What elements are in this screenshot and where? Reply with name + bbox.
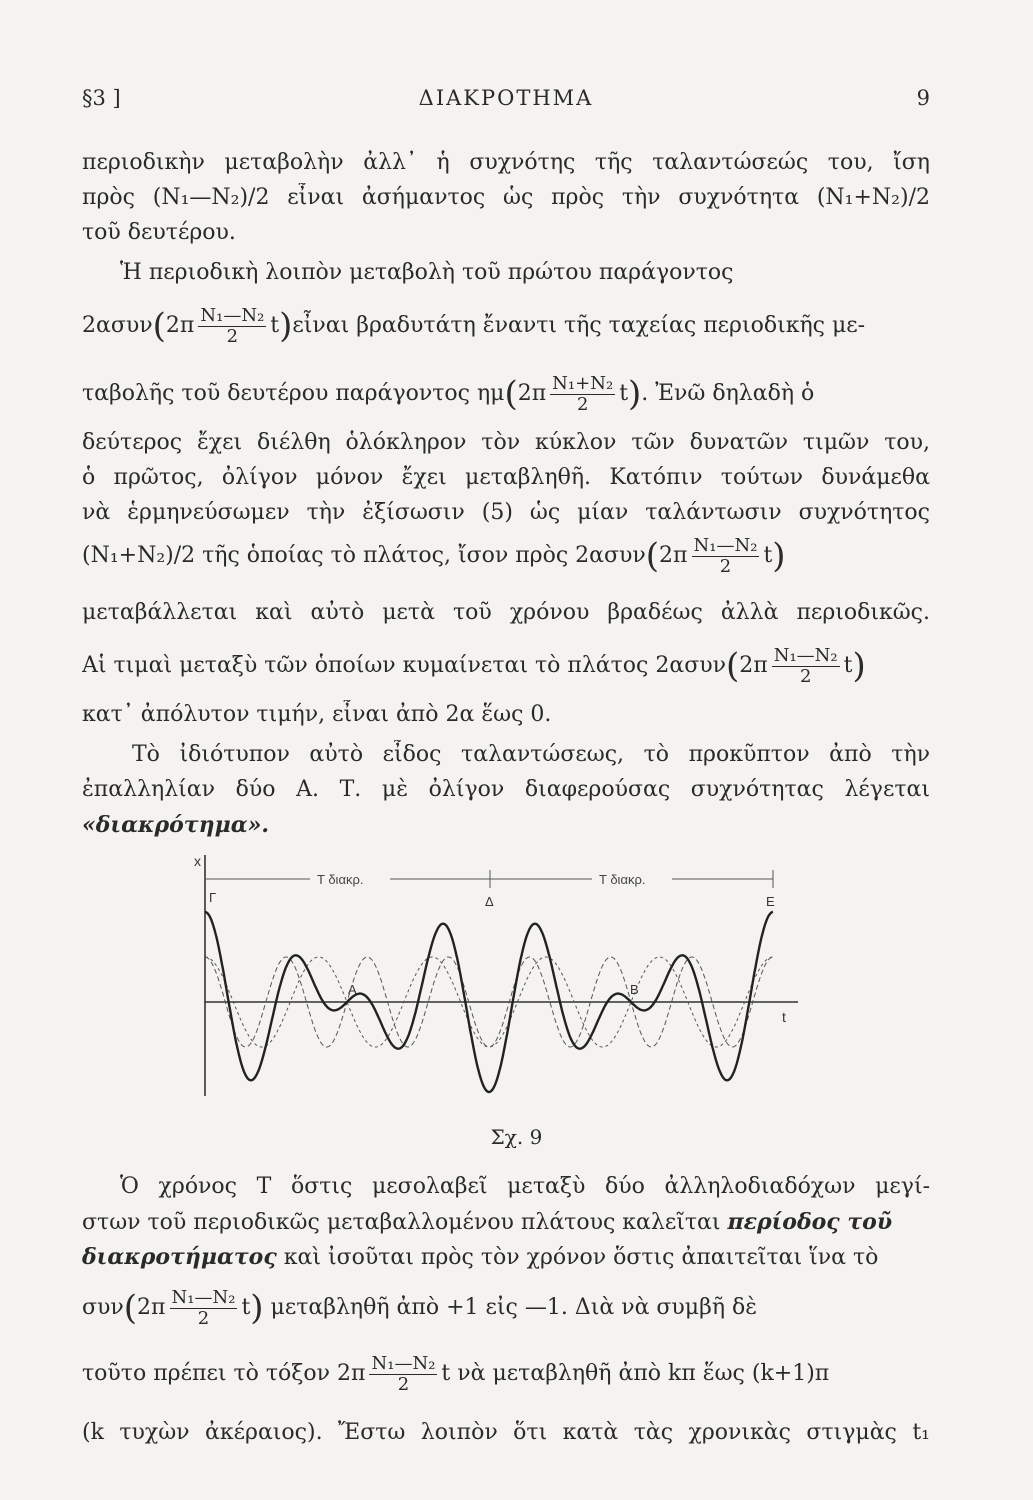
fraction-numerator: N₁—N₂	[693, 534, 758, 556]
fraction	[198, 306, 266, 347]
text-line: τοῦ δευτέρου.	[82, 220, 236, 245]
formula-line: ταβολῆς τοῦ δευτέρου παράγοντος ημ(2π $\frac{\text{N₁+N₂}}{2}$ t). Ἐνῶ δηλαδὴ ὁ	[82, 372, 815, 415]
text-run: t νὰ μεταβληθῆ ἀπὸ kπ ἕως (k+1)π	[441, 1361, 830, 1386]
formula-line	[82, 1348, 930, 1400]
formula-text: t	[763, 543, 773, 568]
text-line: ἐπαλληλίαν δύο Α. Τ. μὲ ὀλίγον διαφερούσας συχνότητας λέγεται	[82, 777, 930, 802]
fraction-denominator: 2	[226, 325, 239, 347]
point-gamma-label: Γ	[209, 890, 217, 905]
fraction-numerator: N₁—N₂	[200, 304, 265, 326]
page-number: 9	[916, 86, 930, 110]
formula-text: 2π	[739, 653, 768, 678]
formula-text: 2π	[517, 381, 547, 406]
formula-line: Αἱ τιμαὶ μεταξὺ τῶν ὁποίων κυμαίνεται τὸ πλάτος 2ασυν(2π $\frac{\text{N₁—N₂}}{2}$ t)	[82, 644, 866, 687]
formula-text: 2π	[137, 1295, 166, 1320]
running-header	[82, 86, 930, 116]
formula-text: 2π	[659, 543, 688, 568]
text-line: δεύτερος ἔχει διέλθη ὁλόκληρον τὸν κύκλον τῶν δυνατῶν τιμῶν του,	[82, 430, 930, 455]
text-run: μεταβληθῆ ἀπὸ +1 εἰς —1. Διὰ νὰ συμβῆ δὲ	[270, 1295, 758, 1320]
text-line	[82, 1207, 930, 1238]
text-line: Τὸ ἰδιότυπον αὐτὸ εἶδος ταλαντώσεως, τὸ προκῦπτον ἀπὸ τὴν	[132, 742, 930, 767]
formula-text: 2ασυν	[82, 313, 153, 338]
figure-caption: Σχ. 9	[490, 1125, 543, 1149]
term-beat: διακροτήματος	[82, 1244, 277, 1270]
text-line: νὰ ἑρμηνεύσωμεν τὴν ἐξίσωσιν (5) ὡς μίαν ταλάντωσιν συχνότητος	[82, 500, 930, 525]
text-line: Ἡ περιοδικὴ λοιπὸν μεταβολὴ τοῦ πρώτου παράγοντος	[120, 260, 734, 285]
term-period: περίοδος τοῦ	[727, 1209, 893, 1235]
text-run: καὶ ἰσοῦται πρὸς τὸν χρόνον ὅστις ἀπαιτεῖται ἵνα τὸ	[276, 1245, 879, 1270]
point-epsilon-label: Ε	[766, 894, 775, 909]
fraction-denominator: 2	[799, 665, 812, 687]
term-diakrotima: «διακρότημα».	[82, 812, 270, 838]
section-marker: §3 ]	[82, 86, 121, 110]
text-line: κατ᾽ ἀπόλυτον τιμήν, εἶναι ἀπὸ 2α ἕως 0.	[82, 702, 552, 727]
fraction-numerator: N₁—N₂	[171, 1286, 236, 1308]
x-axis-label: x	[194, 853, 201, 869]
text-line: μεταβάλλεται καὶ αὐτὸ μετὰ τοῦ χρόνου βραδέως ἀλλὰ περιοδικῶς.	[82, 600, 930, 625]
fraction	[692, 536, 760, 577]
fraction-denominator: 2	[197, 1307, 210, 1329]
formula-text: 2π	[165, 313, 195, 338]
fraction-numerator: N₁+N₂	[552, 372, 614, 394]
period-label-2: Τ διακρ.	[599, 872, 646, 887]
point-a-label: Α	[348, 982, 357, 997]
fraction	[550, 374, 615, 415]
fraction-numerator: N₁—N₂	[773, 644, 838, 666]
point-delta-label: Δ	[485, 894, 494, 909]
text-run: . Ἐνῶ δηλαδὴ ὁ	[641, 381, 815, 406]
fraction	[170, 1288, 238, 1329]
text-line: ὁ πρῶτος, ὀλίγον μόνον ἔχει μεταβληθῆ. Κατόπιν τούτων δυνάμεθα	[82, 465, 930, 490]
formula-text: t	[241, 1295, 251, 1320]
text-run: ταβολῆς τοῦ δευτέρου παράγοντος ημ	[82, 381, 505, 406]
formula-line: 2ασυν(2π $\frac{\text{N₁—N₂}}{2}$ t)εἶναι βραδυτάτη ἔναντι τῆς ταχείας περιοδικῆς με-	[82, 304, 866, 347]
formula-line: συν(2π $\frac{\text{N₁—N₂}}{2}$ t) μεταβληθῆ ἀπὸ +1 εἰς —1. Διὰ νὰ συμβῆ δὲ	[82, 1286, 758, 1329]
fraction-numerator: N₁—N₂	[371, 1352, 436, 1374]
point-b-label: Β	[630, 982, 639, 997]
text-line: Ὁ χρόνος Τ ὅστις μεσολαβεῖ μεταξὺ δύο ἀλληλοδιαδόχων μεγί-	[120, 1174, 930, 1199]
formula-text: t	[270, 313, 280, 338]
text-run: (N₁+N₂)/2 τῆς ὁποίας τὸ πλάτος, ἴσον πρὸς 2ασυν	[82, 543, 646, 568]
text-run: Αἱ τιμαὶ μεταξὺ τῶν ὁποίων κυμαίνεται τὸ πλάτος 2ασυν	[82, 653, 726, 678]
beat-figure	[190, 852, 810, 1102]
text-run: τοῦτο πρέπει τὸ τόξον 2π	[82, 1361, 366, 1386]
period-label-1: Τ διακρ.	[317, 872, 364, 887]
formula-line: (N₁+N₂)/2 τῆς ὁποίας τὸ πλάτος, ἴσον πρὸς 2ασυν(2π $\frac{\text{N₁—N₂}}{2}$ t)	[82, 534, 786, 577]
text-line: πρὸς (N₁—N₂)/2 εἶναι ἀσήμαντος ὡς πρὸς τὴν συχνότητα (N₁+N₂)/2	[82, 185, 930, 210]
fraction	[772, 646, 840, 687]
formula-text: συν	[82, 1295, 124, 1320]
text-line	[82, 1242, 930, 1273]
formula-text: t	[843, 653, 853, 678]
fraction-denominator: 2	[576, 393, 589, 415]
text-line: περιοδικὴν μεταβολὴν ἀλλ᾽ ἡ συχνότης τῆς ταλαντώσεώς του, ἴση	[82, 150, 930, 175]
t-axis-label: t	[782, 1009, 786, 1025]
fraction	[369, 1354, 437, 1395]
text-run: στων τοῦ περιοδικῶς μεταβαλλομένου πλάτους καλεῖται	[82, 1210, 728, 1235]
formula-text: t	[619, 381, 629, 406]
fraction-denominator: 2	[397, 1373, 410, 1395]
text-line: (k τυχὼν ἀκέραιος). Ἔστω λοιπὸν ὅτι κατὰ τὰς χρονικὰς στιγμὰς t₁	[82, 1420, 930, 1445]
text-run: εἶναι βραδυτάτη ἔναντι τῆς ταχείας περιοδικῆς με-	[292, 313, 866, 338]
fraction-denominator: 2	[719, 555, 732, 577]
chapter-title: ΔΙΑΚΡΟΤΗΜΑ	[418, 86, 594, 110]
